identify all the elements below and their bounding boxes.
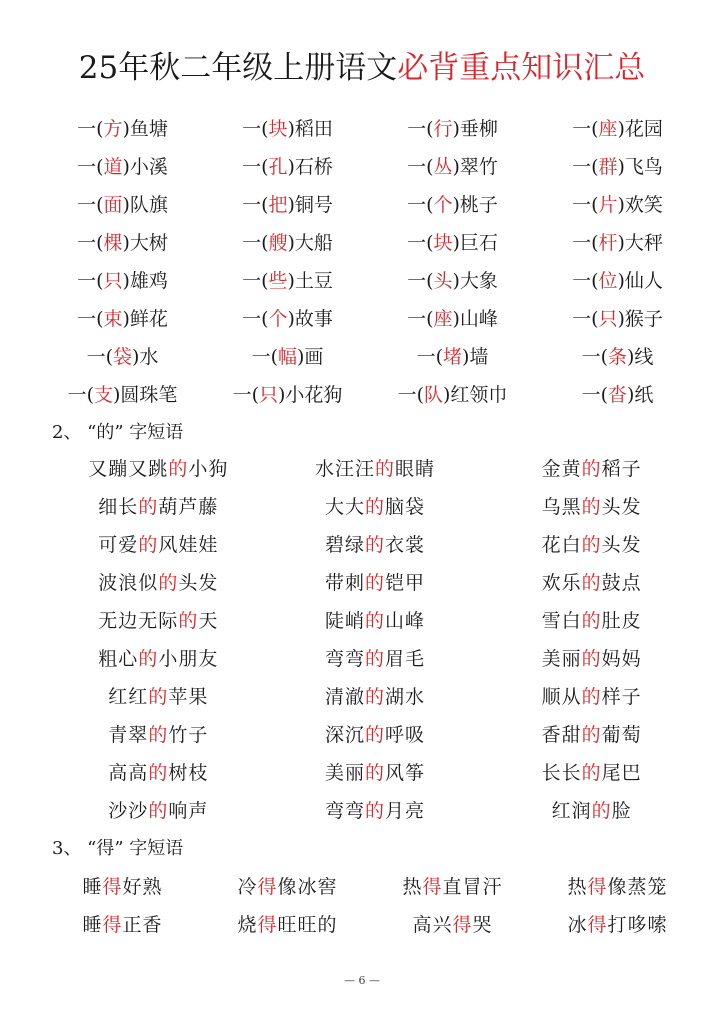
de-particle: 的 <box>364 610 385 632</box>
quantifier-prefix: 一( <box>572 308 599 330</box>
dei-phrase-verb: 高兴 <box>412 914 453 936</box>
quantifier-item <box>40 376 205 414</box>
quantifier-item <box>535 148 700 186</box>
de-phrase-noun: 竹子 <box>168 724 209 746</box>
quantifier-noun: )雄鸡 <box>122 270 168 292</box>
de-particle: 的 <box>591 800 612 822</box>
quantifier-item <box>40 186 205 224</box>
quantifier-prefix: 一( <box>77 308 104 330</box>
de-phrase <box>50 564 267 602</box>
title-black-part: 25年秋二年级上册语文 <box>78 50 398 86</box>
quantifier-noun: )鲜花 <box>122 308 168 330</box>
de-phrase <box>483 716 700 754</box>
quantifier-item <box>205 376 370 414</box>
dei-phrase <box>535 906 700 944</box>
quantifier-noun: )飞鸟 <box>617 156 663 178</box>
dei-phrase-verb: 冰 <box>567 914 588 936</box>
de-phrase-modifier: 美丽 <box>541 648 582 670</box>
de-phrase-modifier: 可爱 <box>98 534 139 556</box>
quantifier-word: 头 <box>433 270 453 292</box>
de-phrase <box>267 640 484 678</box>
de-particle: 的 <box>581 572 602 594</box>
de-phrase <box>267 678 484 716</box>
quantifier-item <box>370 300 535 338</box>
quantifier-word: 丛 <box>433 156 453 178</box>
de-phrase-modifier: 花白 <box>541 534 582 556</box>
dei-phrase-complement: 像蒸笼 <box>607 876 668 898</box>
dei-phrase <box>370 868 535 906</box>
de-phrase-modifier: 沙沙 <box>108 800 149 822</box>
quantifier-prefix: 一( <box>77 118 104 140</box>
dei-phrase <box>40 906 205 944</box>
quantifier-item <box>205 300 370 338</box>
quantifier-item <box>370 376 535 414</box>
page-title <box>0 44 724 92</box>
de-phrase-modifier: 弯弯 <box>324 800 365 822</box>
quantifier-item <box>40 224 205 262</box>
quantifier-word: 座 <box>433 308 453 330</box>
quantifier-word: 棵 <box>103 232 123 254</box>
quantifier-item <box>40 338 205 376</box>
quantifier-item <box>370 148 535 186</box>
quantifier-item <box>370 110 535 148</box>
section-3-heading: 3、 “得” 字短语 <box>52 838 184 859</box>
quantifier-item <box>205 148 370 186</box>
quantifier-word: 幅 <box>277 346 297 368</box>
de-particle: 的 <box>148 762 169 784</box>
de-phrase <box>50 450 267 488</box>
quantifier-word: 些 <box>268 270 288 292</box>
quantifier-noun: )鱼塘 <box>122 118 168 140</box>
dei-particle: 得 <box>587 876 608 898</box>
de-phrase <box>483 564 700 602</box>
quantifier-noun: )大象 <box>452 270 498 292</box>
de-particle: 的 <box>158 572 179 594</box>
quantifier-word: 座 <box>598 118 618 140</box>
de-phrase-modifier: 长长 <box>541 762 582 784</box>
quantifier-prefix: 一( <box>581 384 608 406</box>
quantifier-item <box>40 110 205 148</box>
quantifier-noun: )纸 <box>627 384 654 406</box>
de-particle: 的 <box>168 458 189 480</box>
quantifier-word: 袋 <box>112 346 132 368</box>
de-particle: 的 <box>364 686 385 708</box>
dei-particle: 得 <box>102 876 123 898</box>
quantifier-noun: )大树 <box>122 232 168 254</box>
de-phrase-modifier: 高高 <box>108 762 149 784</box>
dei-phrase-complement: 旺旺的 <box>277 914 338 936</box>
quantifier-prefix: 一( <box>232 384 259 406</box>
de-phrase-noun: 湖水 <box>385 686 426 708</box>
de-phrase-modifier: 大大 <box>324 496 365 518</box>
de-particle: 的 <box>364 762 385 784</box>
de-phrase <box>483 488 700 526</box>
quantifier-word: 束 <box>103 308 123 330</box>
de-phrase <box>50 792 267 830</box>
quantifier-noun: )土豆 <box>287 270 333 292</box>
quantifier-noun: )红领巾 <box>443 384 508 406</box>
quantifier-noun: )大船 <box>287 232 333 254</box>
dei-phrase-verb: 睡 <box>82 914 103 936</box>
de-phrase-modifier: 清澈 <box>324 686 365 708</box>
quantifier-word: 只 <box>258 384 278 406</box>
quantifier-prefix: 一( <box>242 232 269 254</box>
de-phrase <box>267 526 484 564</box>
quantifier-word: 片 <box>598 194 618 216</box>
dei-phrase-complement: 直冒汗 <box>442 876 503 898</box>
quantifier-noun: )线 <box>627 346 654 368</box>
quantifier-noun: )铜号 <box>287 194 333 216</box>
quantifier-word: 个 <box>433 194 453 216</box>
quantifier-prefix: 一( <box>86 346 113 368</box>
quantifier-item <box>535 224 700 262</box>
de-particle: 的 <box>178 610 199 632</box>
de-phrase-noun: 脑袋 <box>385 496 426 518</box>
de-phrase-modifier: 欢乐 <box>541 572 582 594</box>
quantifier-prefix: 一( <box>77 270 104 292</box>
quantifier-word: 把 <box>268 194 288 216</box>
de-phrase-modifier: 顺从 <box>541 686 582 708</box>
de-particle: 的 <box>148 800 169 822</box>
de-particle: 的 <box>364 800 385 822</box>
quantifier-item <box>205 186 370 224</box>
de-phrase-modifier: 细长 <box>98 496 139 518</box>
dei-phrase-verb: 睡 <box>82 876 103 898</box>
quantifier-noun: )山峰 <box>452 308 498 330</box>
de-phrase-noun: 小朋友 <box>158 648 219 670</box>
quantifier-word: 条 <box>607 346 627 368</box>
quantifier-noun: )水 <box>132 346 159 368</box>
de-phrase-modifier: 青翠 <box>108 724 149 746</box>
quantifier-noun: )故事 <box>287 308 333 330</box>
quantifier-word: 行 <box>433 118 453 140</box>
dei-phrase-complement: 正香 <box>122 914 163 936</box>
dei-phrase-complement: 好熟 <box>122 876 163 898</box>
de-phrase <box>483 754 700 792</box>
de-phrase <box>483 526 700 564</box>
dei-phrase <box>370 906 535 944</box>
quantifier-word: 孔 <box>268 156 288 178</box>
de-phrase-grid <box>50 450 700 830</box>
quantifier-word: 只 <box>598 308 618 330</box>
dei-phrase-grid <box>40 868 700 944</box>
quantifier-word: 队 <box>423 384 443 406</box>
quantifier-item <box>40 262 205 300</box>
de-phrase <box>267 602 484 640</box>
de-phrase <box>50 678 267 716</box>
quantifier-word: 块 <box>433 232 453 254</box>
quantifier-item <box>370 224 535 262</box>
dei-phrase-complement: 哭 <box>472 914 493 936</box>
dei-phrase <box>205 906 370 944</box>
de-phrase <box>267 488 484 526</box>
de-phrase-noun: 风娃娃 <box>158 534 219 556</box>
de-phrase <box>483 792 700 830</box>
de-phrase <box>483 602 700 640</box>
de-phrase <box>267 716 484 754</box>
quantifier-word: 支 <box>93 384 113 406</box>
dei-phrase-verb: 热 <box>402 876 423 898</box>
quantifier-noun: )垂柳 <box>452 118 498 140</box>
de-phrase-noun: 肚皮 <box>601 610 642 632</box>
quantifier-prefix: 一( <box>242 156 269 178</box>
de-phrase-noun: 稻子 <box>601 458 642 480</box>
quantifier-prefix: 一( <box>572 232 599 254</box>
de-phrase <box>50 602 267 640</box>
de-phrase-modifier: 带刺 <box>324 572 365 594</box>
de-phrase-noun: 小狗 <box>188 458 229 480</box>
quantifier-prefix: 一( <box>572 156 599 178</box>
de-particle: 的 <box>138 648 159 670</box>
de-phrase-noun: 苹果 <box>168 686 209 708</box>
quantifier-noun: )圆珠笔 <box>113 384 178 406</box>
quantifier-prefix: 一( <box>77 232 104 254</box>
quantifier-item <box>370 186 535 224</box>
title-red-part: 必背重点知识汇总 <box>397 50 646 86</box>
quantifier-item <box>40 300 205 338</box>
de-phrase-modifier: 陡峭 <box>324 610 365 632</box>
de-phrase <box>483 640 700 678</box>
quantifier-item <box>370 262 535 300</box>
quantifier-item <box>535 262 700 300</box>
quantifier-prefix: 一( <box>407 118 434 140</box>
de-phrase <box>50 716 267 754</box>
quantifier-word: 方 <box>103 118 123 140</box>
de-particle: 的 <box>581 610 602 632</box>
de-phrase-noun: 铠甲 <box>385 572 426 594</box>
de-phrase-noun: 山峰 <box>385 610 426 632</box>
quantifier-item <box>535 338 700 376</box>
de-phrase-noun: 响声 <box>168 800 209 822</box>
de-phrase-modifier: 红红 <box>108 686 149 708</box>
de-phrase <box>267 792 484 830</box>
quantifier-prefix: 一( <box>581 346 608 368</box>
de-particle: 的 <box>581 762 602 784</box>
quantifier-noun: )翠竹 <box>452 156 498 178</box>
quantifier-item <box>535 300 700 338</box>
quantifier-prefix: 一( <box>77 194 104 216</box>
dei-phrase-verb: 热 <box>567 876 588 898</box>
dei-phrase-complement: 打哆嗦 <box>607 914 668 936</box>
quantifier-word: 位 <box>598 270 618 292</box>
quantifier-prefix: 一( <box>407 194 434 216</box>
quantifier-prefix: 一( <box>397 384 424 406</box>
quantifier-prefix: 一( <box>67 384 94 406</box>
de-particle: 的 <box>581 496 602 518</box>
dei-phrase <box>535 868 700 906</box>
quantifier-word: 沓 <box>607 384 627 406</box>
dei-particle: 得 <box>452 914 473 936</box>
quantifier-prefix: 一( <box>572 270 599 292</box>
quantifier-prefix: 一( <box>242 270 269 292</box>
de-phrase-noun: 头发 <box>601 496 642 518</box>
de-phrase-modifier: 乌黑 <box>541 496 582 518</box>
de-phrase-noun: 脸 <box>611 800 632 822</box>
quantifier-noun: )墙 <box>462 346 489 368</box>
de-phrase-noun: 尾巴 <box>601 762 642 784</box>
quantifier-word: 块 <box>268 118 288 140</box>
de-phrase-noun: 眉毛 <box>385 648 426 670</box>
de-phrase-noun: 树枝 <box>168 762 209 784</box>
quantifier-noun: )仙人 <box>617 270 663 292</box>
quantifier-prefix: 一( <box>572 194 599 216</box>
de-phrase-noun: 样子 <box>601 686 642 708</box>
quantifier-item <box>40 148 205 186</box>
section-2-heading: 2、 “的” 字短语 <box>52 422 184 443</box>
dei-particle: 得 <box>257 914 278 936</box>
de-phrase <box>50 526 267 564</box>
page-number: — 6 — <box>344 974 380 987</box>
dei-phrase <box>205 868 370 906</box>
de-phrase-noun: 妈妈 <box>601 648 642 670</box>
quantifier-item <box>370 338 535 376</box>
de-phrase-modifier: 水汪汪 <box>314 458 375 480</box>
dei-particle: 得 <box>257 876 278 898</box>
de-particle: 的 <box>374 458 395 480</box>
de-phrase-noun: 风筝 <box>385 762 426 784</box>
dei-phrase-complement: 像冰窖 <box>277 876 338 898</box>
de-particle: 的 <box>581 724 602 746</box>
quantifier-noun: )大秤 <box>617 232 663 254</box>
quantifier-prefix: 一( <box>242 194 269 216</box>
de-particle: 的 <box>364 534 385 556</box>
de-particle: 的 <box>581 686 602 708</box>
quantifier-word: 杆 <box>598 232 618 254</box>
de-particle: 的 <box>364 648 385 670</box>
quantifier-word: 只 <box>103 270 123 292</box>
quantifier-prefix: 一( <box>242 118 269 140</box>
de-phrase-noun: 头发 <box>601 534 642 556</box>
quantifier-prefix: 一( <box>407 270 434 292</box>
quantifier-grid <box>40 110 700 414</box>
de-phrase-noun: 葫芦藤 <box>158 496 219 518</box>
de-phrase <box>267 450 484 488</box>
de-phrase-modifier: 碧绿 <box>324 534 365 556</box>
quantifier-prefix: 一( <box>242 308 269 330</box>
quantifier-item <box>205 262 370 300</box>
de-particle: 的 <box>138 534 159 556</box>
de-phrase <box>267 564 484 602</box>
quantifier-noun: )石桥 <box>287 156 333 178</box>
de-phrase <box>50 754 267 792</box>
de-particle: 的 <box>364 724 385 746</box>
de-phrase-modifier: 美丽 <box>324 762 365 784</box>
quantifier-word: 堵 <box>442 346 462 368</box>
quantifier-noun: )桃子 <box>452 194 498 216</box>
dei-phrase-verb: 烧 <box>237 914 258 936</box>
dei-phrase <box>40 868 205 906</box>
quantifier-word: 艘 <box>268 232 288 254</box>
de-particle: 的 <box>364 572 385 594</box>
quantifier-prefix: 一( <box>407 232 434 254</box>
quantifier-noun: )巨石 <box>452 232 498 254</box>
de-phrase-noun: 天 <box>198 610 219 632</box>
de-phrase-noun: 月亮 <box>385 800 426 822</box>
de-phrase-modifier: 香甜 <box>541 724 582 746</box>
de-particle: 的 <box>581 458 602 480</box>
de-phrase-modifier: 又蹦又跳 <box>88 458 169 480</box>
quantifier-item <box>535 186 700 224</box>
quantifier-noun: )花园 <box>617 118 663 140</box>
quantifier-item <box>205 110 370 148</box>
de-phrase-noun: 呼吸 <box>385 724 426 746</box>
de-phrase <box>483 678 700 716</box>
de-phrase <box>267 754 484 792</box>
de-phrase-modifier: 红润 <box>551 800 592 822</box>
quantifier-word: 道 <box>103 156 123 178</box>
dei-particle: 得 <box>102 914 123 936</box>
de-particle: 的 <box>148 686 169 708</box>
quantifier-item <box>205 224 370 262</box>
de-particle: 的 <box>138 496 159 518</box>
quantifier-prefix: 一( <box>251 346 278 368</box>
quantifier-word: 面 <box>103 194 123 216</box>
quantifier-word: 个 <box>268 308 288 330</box>
quantifier-word: 群 <box>598 156 618 178</box>
quantifier-prefix: 一( <box>407 156 434 178</box>
de-phrase-noun: 鼓点 <box>601 572 642 594</box>
quantifier-item <box>535 376 700 414</box>
dei-phrase-verb: 冷 <box>237 876 258 898</box>
quantifier-prefix: 一( <box>77 156 104 178</box>
de-phrase-modifier: 雪白 <box>541 610 582 632</box>
quantifier-prefix: 一( <box>416 346 443 368</box>
de-phrase-modifier: 弯弯 <box>324 648 365 670</box>
quantifier-noun: )猴子 <box>617 308 663 330</box>
de-phrase <box>50 640 267 678</box>
de-phrase-noun: 衣裳 <box>385 534 426 556</box>
quantifier-noun: )画 <box>297 346 324 368</box>
quantifier-item <box>205 338 370 376</box>
dei-particle: 得 <box>422 876 443 898</box>
de-phrase-noun: 眼睛 <box>395 458 436 480</box>
quantifier-prefix: 一( <box>572 118 599 140</box>
de-phrase-noun: 头发 <box>178 572 219 594</box>
de-phrase-modifier: 粗心 <box>98 648 139 670</box>
de-phrase-modifier: 无边无际 <box>98 610 179 632</box>
quantifier-noun: )小花狗 <box>278 384 343 406</box>
quantifier-noun: )小溪 <box>122 156 168 178</box>
quantifier-noun: )欢笑 <box>617 194 663 216</box>
de-phrase-modifier: 深沉 <box>324 724 365 746</box>
de-phrase-modifier: 波浪似 <box>98 572 159 594</box>
de-particle: 的 <box>364 496 385 518</box>
quantifier-noun: )稻田 <box>287 118 333 140</box>
de-particle: 的 <box>581 534 602 556</box>
de-phrase <box>483 450 700 488</box>
quantifier-prefix: 一( <box>407 308 434 330</box>
de-particle: 的 <box>148 724 169 746</box>
de-phrase <box>50 488 267 526</box>
quantifier-noun: )队旗 <box>122 194 168 216</box>
de-phrase-noun: 葡萄 <box>601 724 642 746</box>
quantifier-item <box>535 110 700 148</box>
dei-particle: 得 <box>587 914 608 936</box>
de-particle: 的 <box>581 648 602 670</box>
de-phrase-modifier: 金黄 <box>541 458 582 480</box>
